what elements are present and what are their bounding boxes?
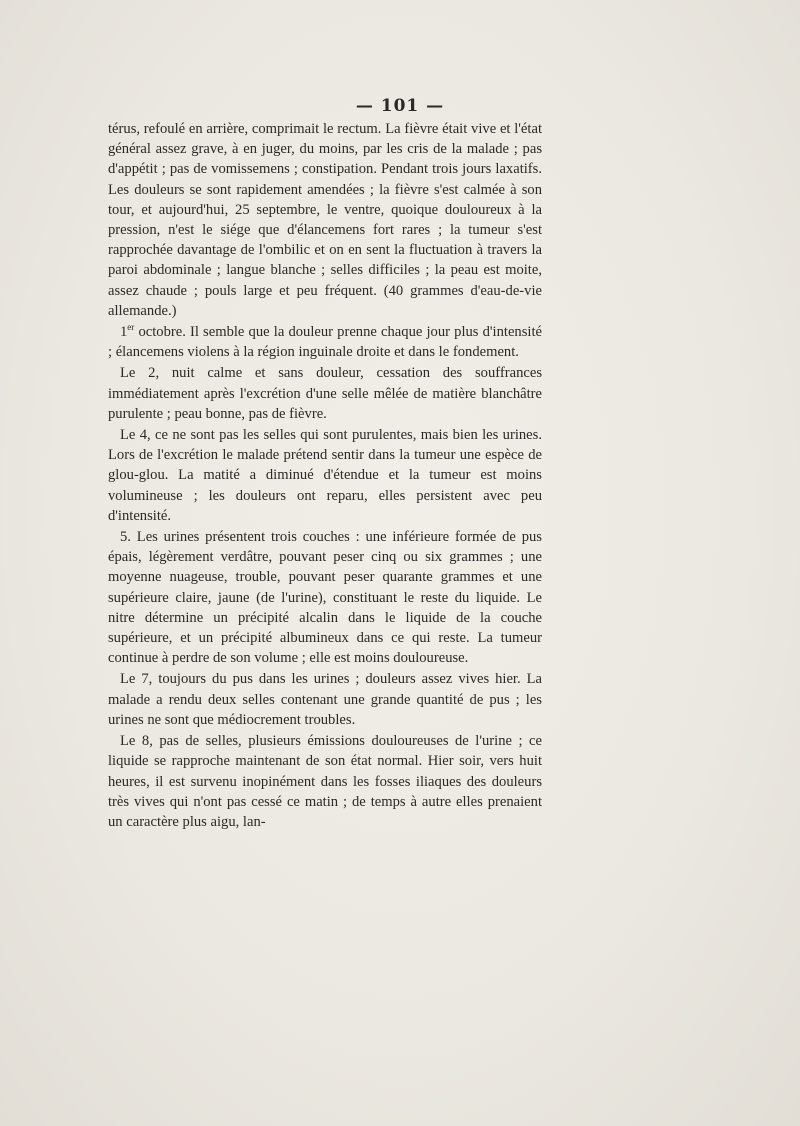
date-superscript: er (127, 322, 135, 333)
paragraph-2 (108, 322, 542, 362)
date-prefix: 1 (120, 324, 128, 341)
paragraph-3: Le 2, nuit calme et sans douleur, cessation des souffrances immédiatement après l'excrétion d'une selle mêlée de matière blanchâtre purulente ; peau bonne, pas de fièvre. (108, 365, 542, 422)
paragraph-7: Le 8, pas de selles, plusieurs émissions douloureuses de l'urine ; ce liquide se rapproche maintenant de son état normal. Hier soir, vers huit heures, il est survenu inopinément dans les fosses iliaques des douleurs très vives qui n'ont pas cessé ce matin ; de temps à autre elles prenaient un caractère plus aigu, lan- (108, 733, 542, 830)
page-number: — 101 — (355, 96, 445, 116)
paragraph-6: Le 7, toujours du pus dans les urines ; douleurs assez vives hier. La malade a rendu deux selles contenant une grande quantité de pus ; les urines ne sont que médiocrement troubles. (108, 671, 542, 728)
paragraph-5: 5. Les urines présentent trois couches : une inférieure formée de pus épais, légèrement verdâtre, pouvant peser cinq ou six grammes ; une moyenne nuageuse, trouble, pouvant peser quarante grammes et une supérieure claire, jaune (de l'urine), constituant le reste du liquide. Le nitre détermine un précipité alcalin dans le liquide de la couche supérieure, et un précipité albumineux dans ce qui reste. La tumeur continue à perdre de son volume ; elle est moins douloureuse. (108, 529, 542, 667)
paragraph-1: térus, refoulé en arrière, comprimait le rectum. La fièvre était vive et l'état général assez grave, à en juger, du moins, par les cris de la malade ; pas d'appétit ; pas de vomissemens ; constipation. Pendant trois jours laxatifs. Les douleurs se sont rapidement amendées ; la fièvre s'est calmée à son tour, et aujourd'hui, 25 septembre, le ventre, quoique douloureux à la pression, n'est le siége que d'élancemens fort rares ; la tumeur s'est rapprochée davantage de l'ombilic et on en sent la fluctuation à travers la paroi abdominale ; langue blanche ; selles difficiles ; la peau est moite, assez chaude ; pouls large et peu fréquent. (40 grammes d'eau-de-vie allemande.) (108, 121, 542, 319)
paragraph-4: Le 4, ce ne sont pas les selles qui sont purulentes, mais bien les urines. Lors de l'excrétion le malade prétend sentir dans la tumeur une espèce de glou-glou. La matité a diminué d'étendue et la tumeur est moins volumineuse ; les douleurs ont reparu, elles persistent avec peu d'intensité. (108, 427, 542, 524)
paragraph-2-text: octobre. Il semble que la douleur prenne chaque jour plus d'intensité ; élancemens violens à la région inguinale droite et dans le fondement. (108, 324, 542, 361)
body-text (108, 119, 542, 832)
